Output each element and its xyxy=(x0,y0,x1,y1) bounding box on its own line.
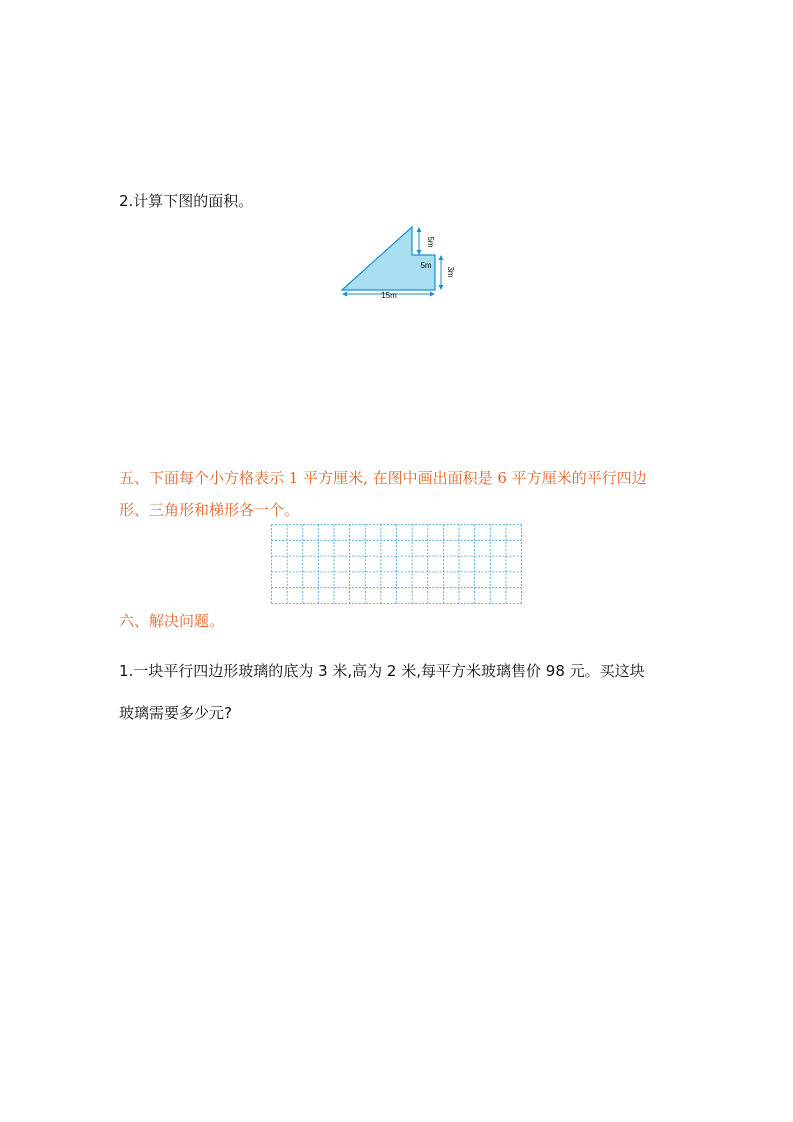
section-5-line-2: 形、三角形和梯形各一个。 xyxy=(119,501,300,519)
base-label: 15m xyxy=(381,291,397,298)
problem-1-text xyxy=(119,650,699,734)
problem-2-title: 2.计算下图的面积。 xyxy=(119,192,254,210)
section-5-line-1: 五、下面每个小方格表示 1 平方厘米, 在图中画出面积是 6 平方厘米的平行四边 xyxy=(119,469,647,487)
composite-figure xyxy=(335,222,460,298)
section-5-instructions xyxy=(119,462,689,526)
problem-1-line-1: 1.一块平行四边形玻璃的底为 3 米,高为 2 米,每平方米玻璃售价 98 元。买这块 xyxy=(119,662,645,680)
problem-1-line-2: 玻璃需要多少元? xyxy=(119,704,232,722)
step-label: 5m xyxy=(420,261,432,270)
section-6-title: 六、解决问题。 xyxy=(119,612,225,630)
upper-height-label: 5m xyxy=(426,236,435,248)
lower-height-label: 3m xyxy=(446,266,455,278)
square-grid xyxy=(271,524,522,604)
figure-shape xyxy=(342,227,435,290)
